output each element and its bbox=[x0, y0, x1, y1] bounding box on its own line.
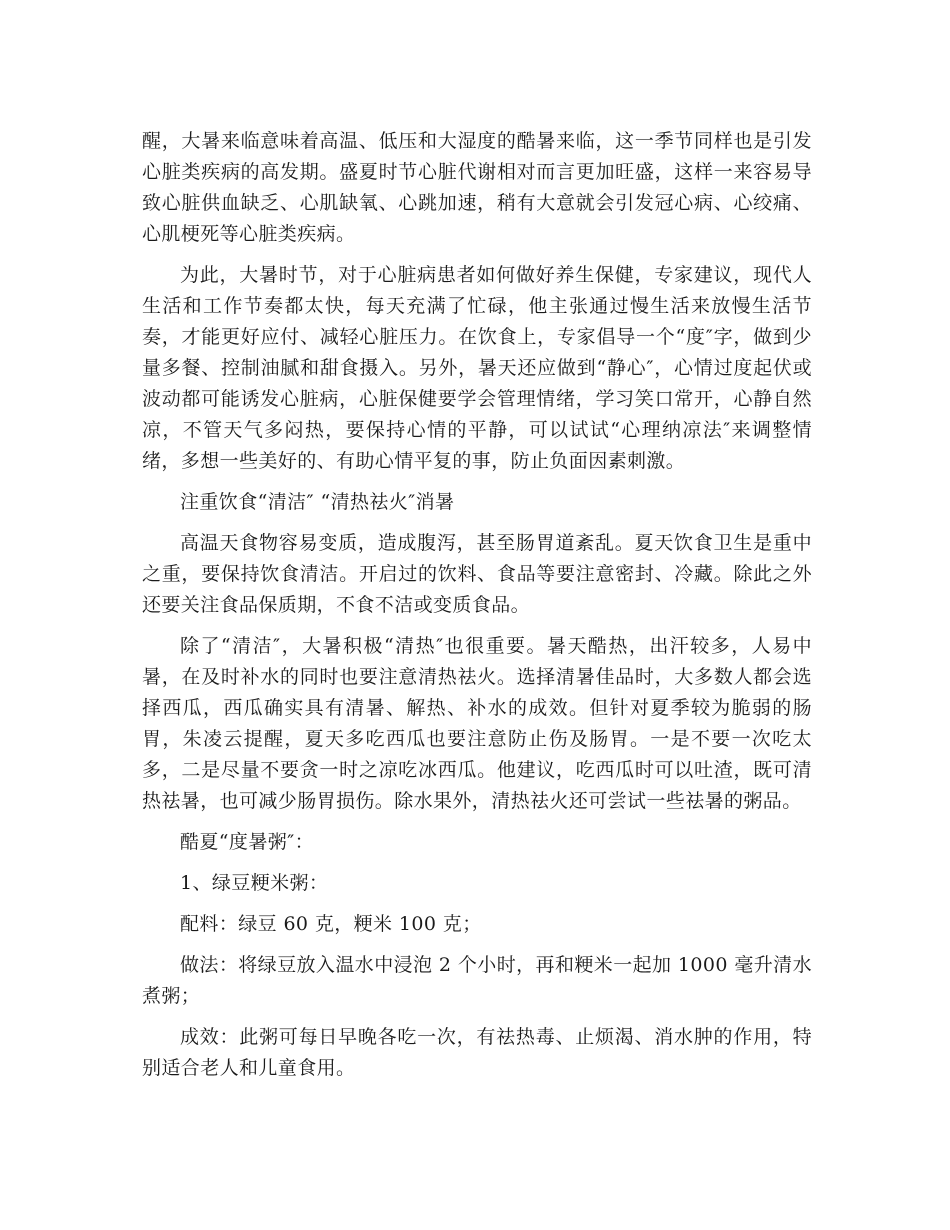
document-body bbox=[142, 126, 812, 1094]
paragraph-1: 醒，大暑来临意味着高温、低压和大湿度的酷暑来临，这一季节同样也是引发心脏类疾病的高发期。盛夏时节心脏代谢相对而言更加旺盛，这样一来容易导致心脏供血缺乏、心肌缺氧、心跳加速，稍有大意就会引发冠心病、心绞痛、心肌梗死等心脏类疾病。 bbox=[142, 130, 812, 245]
recipe-title: 1、绿豆粳米粥： bbox=[180, 872, 329, 894]
section-heading: 注重饮食“清洁″ “清热祛火″消暑 bbox=[180, 491, 455, 513]
recipe-heading: 酷夏“度暑粥″： bbox=[180, 831, 315, 853]
paragraph-4: 除了“清洁″，大暑积极“清热″也很重要。暑天酷热，出汗较多，人易中暑，在及时补水的同时也要注意清热祛火。选择清暑佳品时，大多数人都会选择西瓜，西瓜确实具有清暑、解热、补水的成效。但针对夏季较为脆弱的肠胃，朱凌云提醒，夏天多吃西瓜也要注意防止伤及肠胃。一是不要一次吃太多，二是尽量不要贪一时之凉吃冰西瓜。他建议，吃西瓜时可以吐渣，既可清热祛暑，也可减少肠胃损伤。除水果外，清热祛火还可尝试一些祛暑的粥品。 bbox=[142, 635, 812, 812]
recipe-effect: 成效：此粥可每日早晚各吃一次，有祛热毒、止烦渴、消水肿的作用，特别适合老人和儿童食用。 bbox=[142, 1026, 812, 1079]
paragraph-3: 高温天食物容易变质，造成腹泻，甚至肠胃道紊乱。夏天饮食卫生是重中之重，要保持饮食清洁。开启过的饮料、食品等要注意密封、冷藏。除此之外还要关注食品保质期，不食不洁或变质食品。 bbox=[142, 532, 812, 616]
paragraph-2: 为此，大暑时节，对于心脏病患者如何做好养生保健，专家建议，现代人生活和工作节奏都太快，每天充满了忙碌，他主张通过慢生活来放慢生活节奏，才能更好应付、减轻心脏压力。在饮食上，专家倡导一个“度″字，做到少量多餐、控制油腻和甜食摄入。另外，暑天还应做到“静心″，心情过度起伏或波动都可能诱发心脏病，心脏保健要学会管理情绪，学习笑口常开，心静自然凉，不管天气多闷热，要保持心情的平静，可以试试“心理纳凉法″来调整情绪，多想一些美好的、有助心情平复的事，防止负面因素刺激。 bbox=[142, 264, 812, 472]
recipe-method: 做法：将绿豆放入温水中浸泡 2 个小时，再和粳米一起加 1000 毫升清水煮粥； bbox=[142, 954, 812, 1007]
recipe-ingredients: 配料：绿豆 60 克，粳米 100 克； bbox=[180, 913, 482, 935]
